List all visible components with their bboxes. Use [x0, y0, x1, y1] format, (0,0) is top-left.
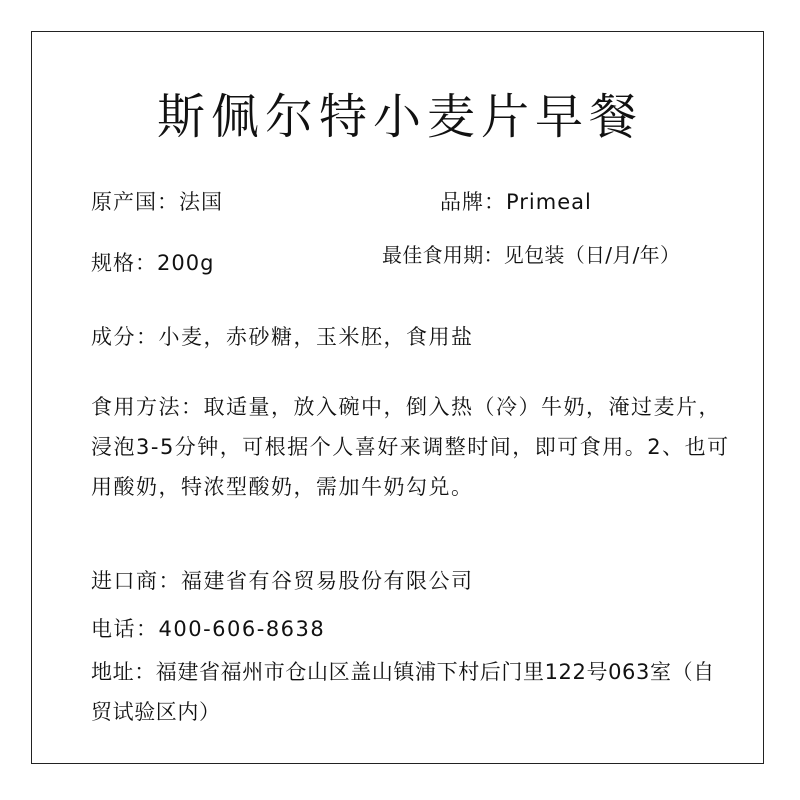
ingredients: 成分：小麦，赤砂糖，玉米胚，食用盐 — [91, 325, 474, 349]
phone: 电话：400-606-8638 — [91, 617, 326, 641]
specification: 规格：200g — [91, 251, 215, 275]
origin-country: 原产国：法国 — [91, 190, 223, 214]
product-title: 斯佩尔特小麦片早餐 — [156, 89, 643, 145]
address: 地址：福建省福州市仓山区盖山镇浦下村后门里122号063室（自贸试验区内） — [91, 660, 715, 724]
best-before: 最佳食用期：见包装（日/月/年） — [382, 243, 681, 267]
brand: 品牌：Primeal — [440, 190, 592, 214]
usage-instructions: 食用方法：取适量，放入碗中，倒入热（冷）牛奶，淹过麦片，浸泡3-5分钟，可根据个人喜好来调整时间，即可食用。2、也可用酸奶，特浓型酸奶，需加牛奶勾兑。 — [91, 395, 730, 499]
importer: 进口商：福建省有谷贸易股份有限公司 — [91, 569, 474, 593]
